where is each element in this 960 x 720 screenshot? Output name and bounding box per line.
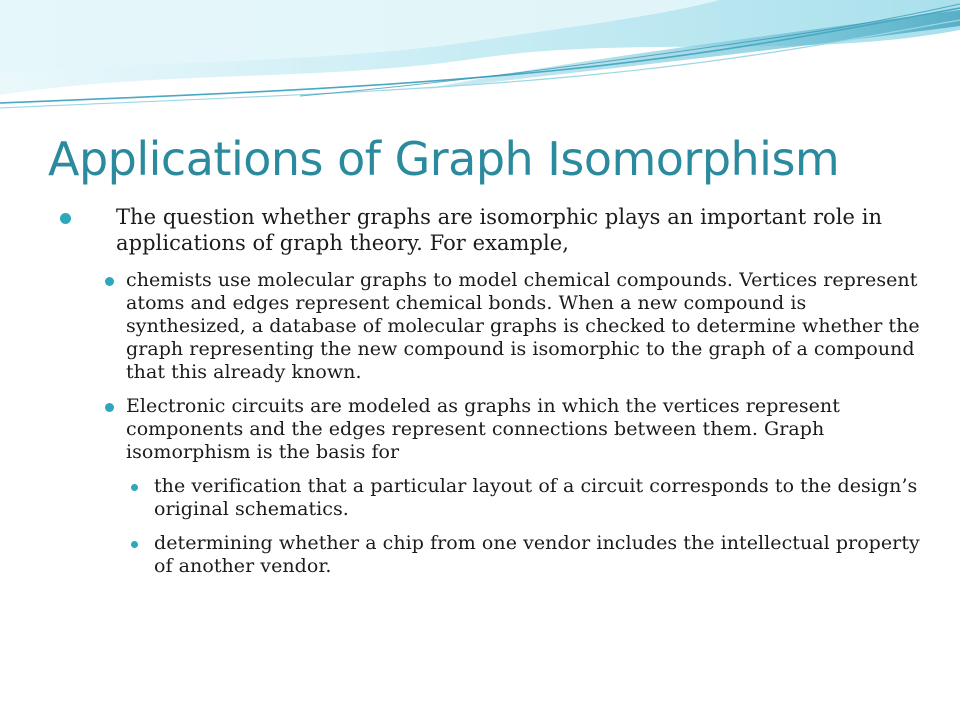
bullet-dot-icon — [131, 541, 138, 548]
bullet-dot-icon — [105, 403, 114, 412]
bullet-circuits — [102, 395, 920, 464]
bullet-circuits-text: Electronic circuits are modeled as graphs in which the vertices represent components and the edges represent connections between them. Graph isomorphism is the basis for — [126, 395, 840, 463]
wave-decoration — [0, 0, 960, 120]
bullet-dot-icon — [131, 484, 138, 491]
bullet-chemists — [102, 269, 920, 384]
bullet-intro — [60, 204, 920, 256]
bullet-list — [60, 204, 920, 589]
bullet-dot-icon — [105, 277, 114, 286]
bullet-chip-vendor — [126, 532, 920, 578]
bullet-verification — [126, 475, 920, 521]
bullet-chip-vendor-text: determining whether a chip from one vendor includes the intellectual property of another vendor. — [154, 532, 920, 577]
slide-title: Applications of Graph Isomorphism — [48, 132, 840, 186]
bullet-verification-text: the verification that a particular layout of a circuit corresponds to the design’s original schematics. — [154, 475, 918, 520]
bullet-dot-icon — [60, 213, 71, 224]
bullet-chemists-text: chemists use molecular graphs to model chemical compounds. Vertices represent atoms and edges represent chemical bonds. When a new compound is synthesized, a database of molecular graphs is checked to determine whether the graph representing the new compound is isomorphic to the graph of a compound that this already known. — [126, 269, 920, 383]
bullet-intro-text: The question whether graphs are isomorphic plays an important role in applications of graph theory. For example, — [116, 205, 883, 255]
